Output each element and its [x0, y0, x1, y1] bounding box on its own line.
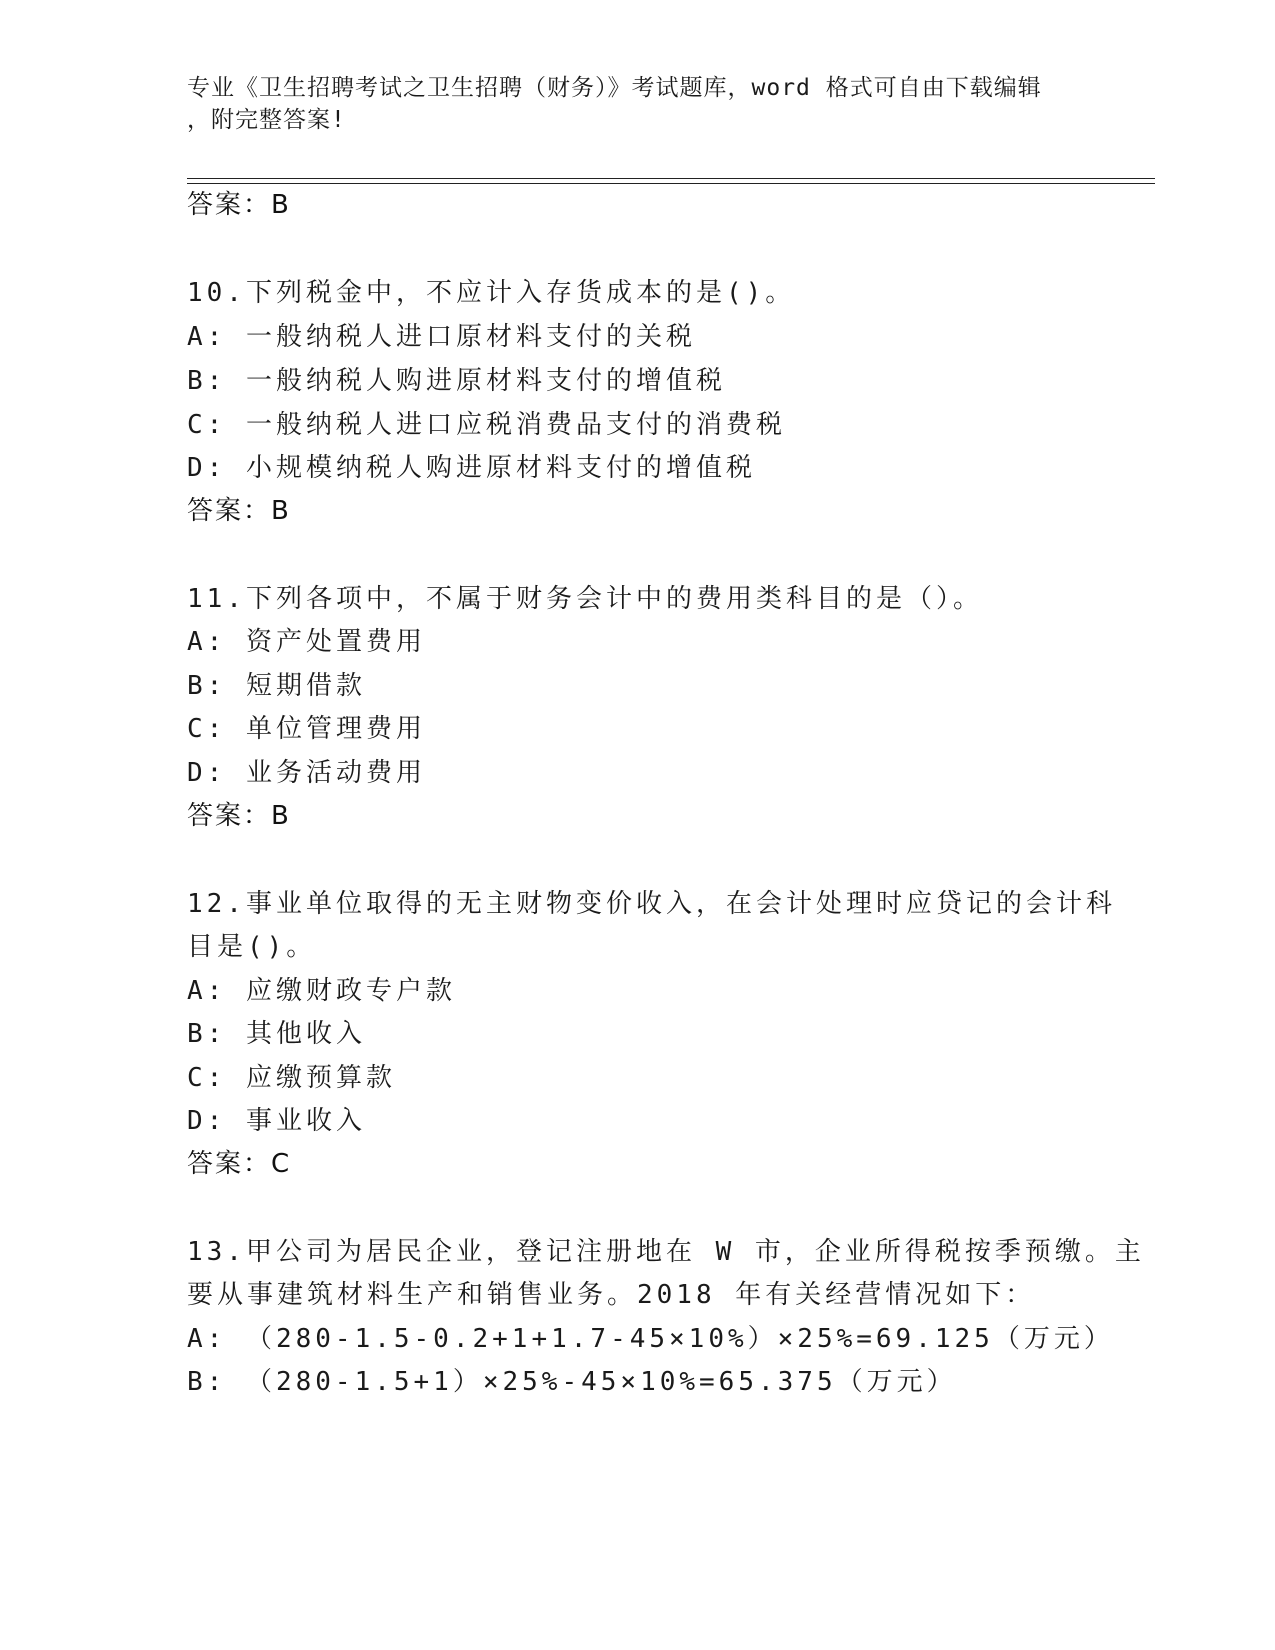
option-d: D: 小规模纳税人购进原材料支付的增值税 [187, 453, 756, 483]
option-b: B: 其他收入 [187, 1019, 366, 1049]
option-b: B: （280-1.5+1）×25%-45×10%=65.375（万元） [187, 1367, 957, 1397]
option-a: A: 应缴财政专户款 [187, 976, 456, 1006]
option-c: C: 应缴预算款 [187, 1063, 396, 1093]
header-line-1: 专业《卫生招聘考试之卫生招聘（财务）》考试题库，word 格式可自由下载编辑 [187, 75, 1042, 101]
question-stem: 12.事业单位取得的无主财物变价收入，在会计处理时应贷记的会计科 [187, 889, 1116, 919]
option-b: B: 短期借款 [187, 671, 366, 701]
option-c: C: 一般纳税人进口应税消费品支付的消费税 [187, 410, 786, 440]
option-d: D: 事业收入 [187, 1106, 366, 1136]
answer-label: 答案：B [187, 801, 291, 831]
question-stem: 13.甲公司为居民企业，登记注册地在 W 市，企业所得税按季预缴。主 [187, 1237, 1145, 1267]
question-stem: 11.下列各项中，不属于财务会计中的费用类科目的是（）。 [187, 584, 983, 614]
header-divider-top [187, 178, 1155, 179]
header-divider-bottom [187, 183, 1155, 184]
answer-label: 答案：B [187, 496, 291, 526]
option-c: C: 单位管理费用 [187, 714, 426, 744]
header-line-2: ，附完整答案! [187, 107, 346, 133]
option-a: A: （280-1.5-0.2+1+1.7-45×10%）×25%=69.125（万元） [187, 1324, 1114, 1354]
option-b: B: 一般纳税人购进原材料支付的增值税 [187, 366, 726, 396]
question-stem-continued: 要从事建筑材料生产和销售业务。2018 年有关经营情况如下： [187, 1280, 1036, 1310]
option-a: A: 资产处置费用 [187, 627, 426, 657]
answer-label: 答案：B [187, 190, 291, 220]
question-stem: 10.下列税金中，不应计入存货成本的是()。 [187, 278, 796, 308]
answer-label: 答案：C [187, 1149, 292, 1179]
option-a: A: 一般纳税人进口原材料支付的关税 [187, 322, 696, 352]
document-header [187, 72, 1067, 136]
option-d: D: 业务活动费用 [187, 758, 426, 788]
question-stem-continued: 目是()。 [187, 932, 317, 962]
